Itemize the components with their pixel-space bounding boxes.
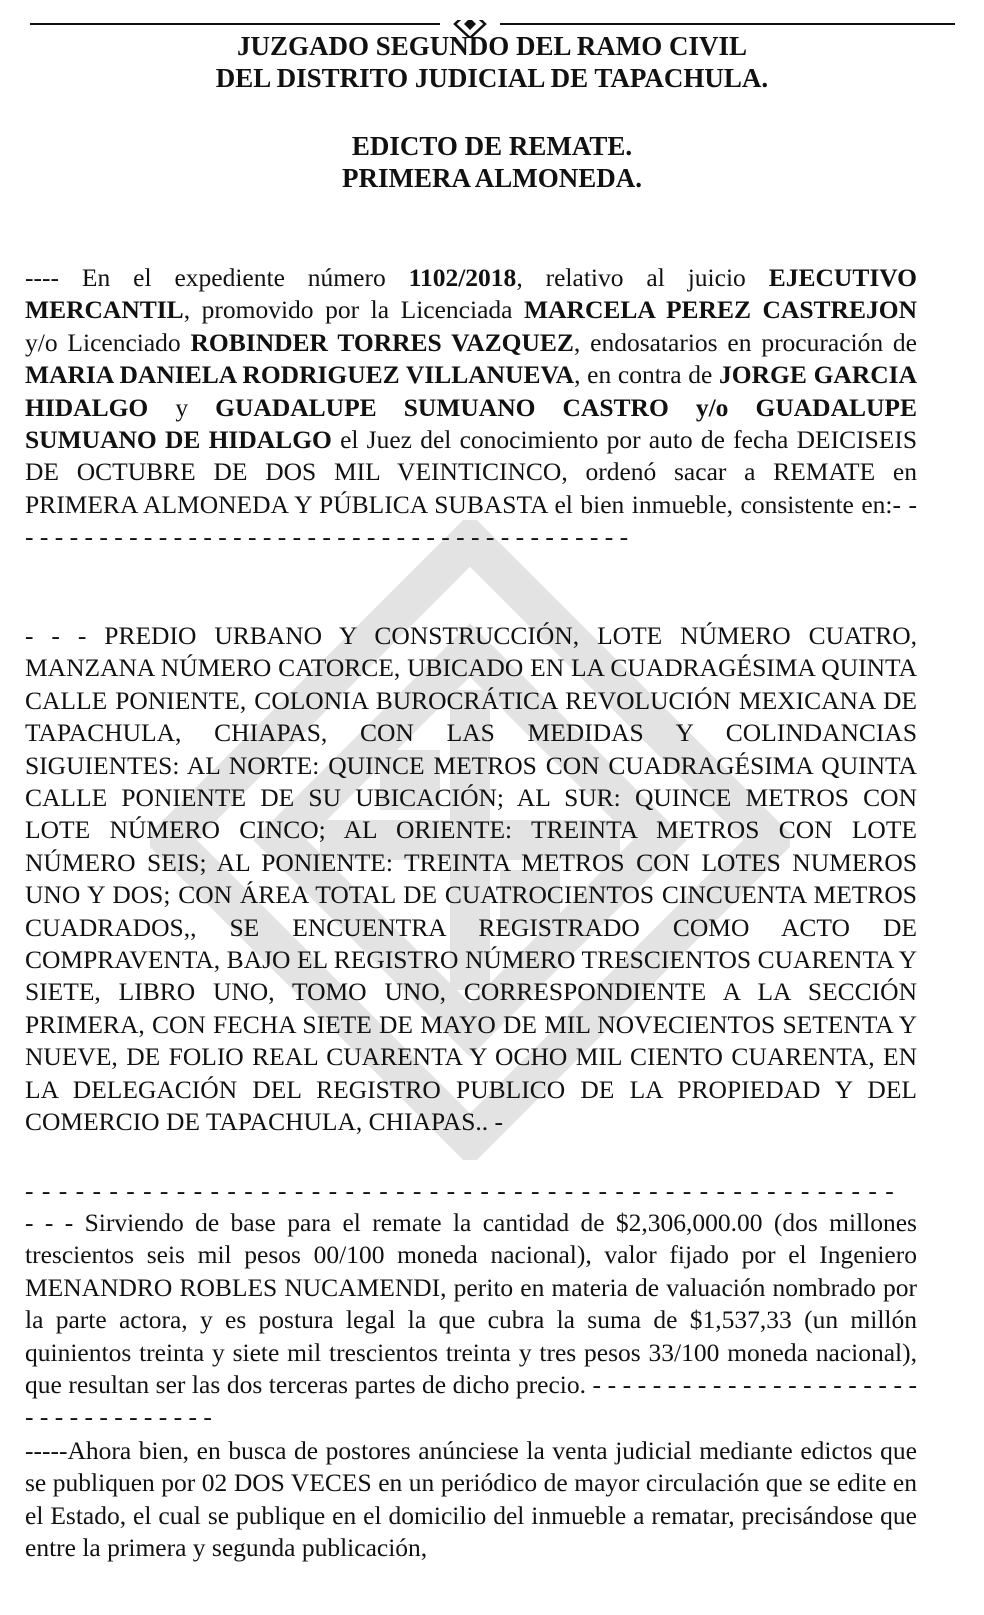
- edict-subtitle: PRIMERA ALMONEDA.: [341, 163, 642, 193]
- paragraph-case-details: [25, 262, 917, 554]
- text-segment: , en contra de: [574, 360, 720, 390]
- text-segment: , relativo al juicio: [516, 263, 769, 292]
- publication-text: -----Ahora bien, en busca de postores anúnciese la venta judicial mediante edictos que se publiquen por 02 DOS VECES en un periódico de mayor circulación que se edite en el Estado, el cual se publique en el domicilio del inmueble a rematar, precisándose que entre la primera y segunda publicación,: [25, 1436, 917, 1563]
- creditor-name: MARIA DANIELA RODRIGUEZ VILLANUEVA: [25, 360, 575, 390]
- case-number: 1102/2018: [408, 263, 517, 292]
- edict-title: EDICTO DE REMATE.: [351, 131, 633, 161]
- text-segment: el Juez del conocimiento por auto de fecha DEICISEIS DE OCTUBRE DE DOS MIL VEINTICINCO, ordenó sacar a REMATE en PRIMERA ALMONEDA Y PÚBLICA SUBASTA el bien inmueble, consistente en:- - - - - - - - - - - - - - - - - - - - - - - - - - - - - - - - - - - - - - - - - - -: [25, 425, 917, 552]
- property-description-text: - - - PREDIO URBANO Y CONSTRUCCIÓN, LOTE NÚMERO CUATRO, MANZANA NÚMERO CATORCE, UBICADO EN LA CUADRAGÉSIMA QUINTA CALLE PONIENTE, COLONIA BUROCRÁTICA REVOLUCIÓN MEXICANA DE TAPACHULA, CHIAPAS, CON LAS MEDIDAS Y COLINDANCIAS SIGUIENTES: AL NORTE: QUINCE METROS CON CUADRAGÉSIMA QUINTA CALLE PONIENTE DE SU UBICACIÓN; AL SUR: QUINCE METROS CON LOTE NÚMERO CINCO; AL ORIENTE: TREINTA METROS CON LOTE NÚMERO SEIS; AL PONIENTE: TREINTA METROS CON LOTES NUMEROS UNO Y DOS; CON ÁREA TOTAL DE CUATROCIENTOS CINCUENTA METROS CUADRADOS,, SE ENCUENTRA REGISTRADO COMO ACTO DE COMPRAVENTA, BAJO EL REGISTRO NÚMERO TRESCIENTOS CUARENTA Y SIETE, LIBRO UNO, TOMO UNO, CORRESPONDIENTE A LA SECCIÓN PRIMERA, CON FECHA SIETE DE MAYO DE MIL NOVECIENTOS SETENTA Y NUEVE, DE FOLIO REAL CUARENTA Y OCHO MIL CIENTO CUARENTA, EN LA DELEGACIÓN DEL REGISTRO PUBLICO DE LA PROPIEDAD Y DEL COMERCIO DE TAPACHULA, CHIAPAS.. -: [25, 621, 917, 1137]
- text-segment: y/o Licenciado: [25, 327, 191, 357]
- paragraph-property-description: [25, 620, 917, 1139]
- court-name-line2: DEL DISTRITO JUDICIAL DE TAPACHULA.: [215, 63, 769, 93]
- auction-base-text: - - - Sirviendo de base para el remate la cantidad de $2,306,000.00 (dos millones trescientos seis mil pesos 00/100 moneda nacional), valor fijado por el Ingeniero MENANDRO ROBLES NUCAMENDI, perito en materia de valuación nombrado por la parte actora, y es postura legal la que cubra la suma de $1,537,33 (un millón quinientos treinta y siete mil trescientos treinta y tres pesos 33/100 moneda nacional), que resultan ser las dos terceras partes de dicho precio. - - - - - - - - - - - - - - - - - - - - - - - - - - - - - - - - - - -: [25, 1208, 917, 1432]
- attorney-2: ROBINDER TORRES VAZQUEZ: [190, 327, 574, 357]
- defendant-2: GUADALUPE SUMUANO CASTRO y/o GUADALUPE SUMUANO DE HIDALGO: [25, 392, 917, 455]
- text-segment: y: [148, 392, 216, 422]
- trial-type: EJECUTIVO MERCANTIL: [25, 263, 917, 325]
- text-segment: ---- En el expediente número: [25, 263, 409, 292]
- defendant-1: JORGE GARCIA HIDALGO: [25, 360, 917, 422]
- paragraph-publication: [25, 1435, 917, 1565]
- attorney-1: MARCELA PEREZ CASTREJON: [524, 295, 917, 325]
- text-segment: , promovido por la Licenciada: [183, 295, 525, 325]
- separator-dashes: - - - - - - - - - - - - - - - - - - - - - - - - - - - - - - - - - - - - - - - - - - - - - - - - - - - -: [25, 1176, 895, 1205]
- court-header: [0, 30, 984, 94]
- paragraph-auction-base: [25, 1207, 917, 1434]
- text-segment: , endosatarios en procuración de: [573, 327, 917, 357]
- edict-heading: [0, 130, 984, 194]
- court-name-line1: JUZGADO SEGUNDO DEL RAMO CIVIL: [236, 31, 748, 61]
